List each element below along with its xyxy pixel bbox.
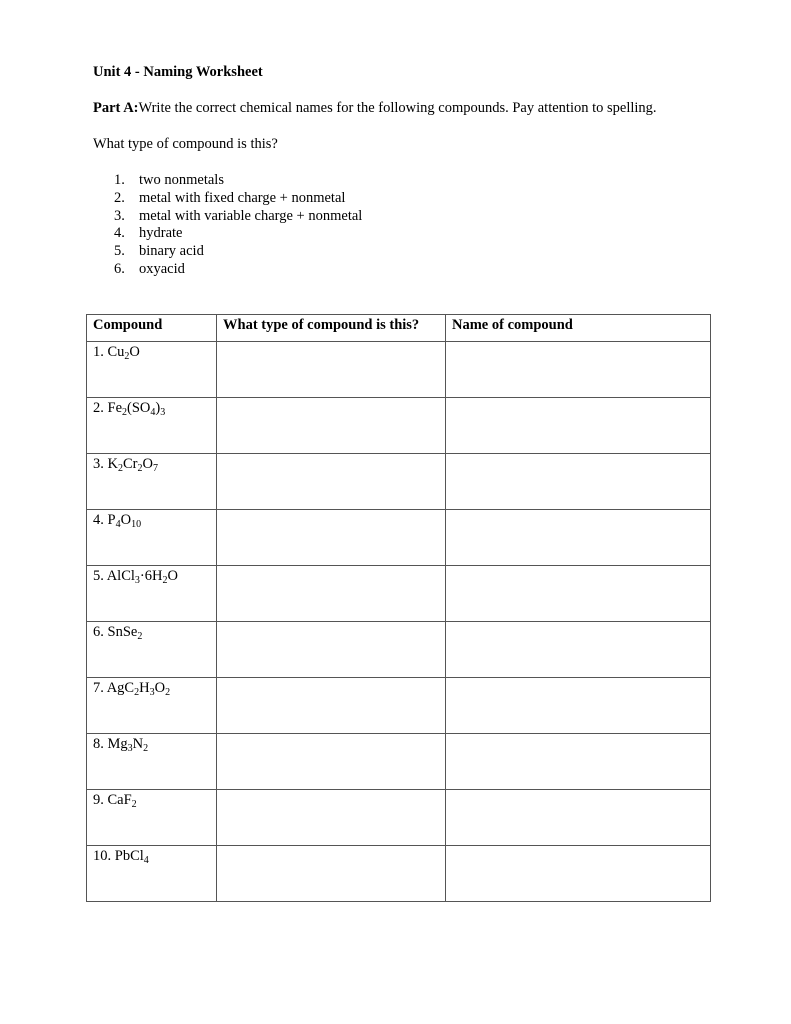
formula-subscript: 4	[143, 855, 149, 866]
formula-text: ·6H	[139, 568, 163, 584]
table-row	[87, 678, 711, 734]
formula-subscript: 2	[117, 463, 123, 474]
formula-text: 1. Cu	[93, 344, 125, 360]
formula-text: 5. AlCl	[93, 568, 135, 584]
compound-type-text: binary acid	[139, 243, 204, 260]
formula-text: O	[167, 568, 178, 584]
compound-type-text: oxyacid	[139, 260, 185, 277]
part-a-label: Part A:	[93, 100, 139, 116]
formula-subscript: 2	[122, 407, 127, 418]
table-header-row	[87, 315, 711, 342]
compound-type-question: What type of compound is this?	[93, 136, 278, 152]
compound-type-item	[114, 261, 362, 279]
formula-text: H	[139, 680, 150, 696]
formula-text: 7. AgC	[93, 680, 135, 696]
compound-type-answer-cell[interactable]	[217, 734, 446, 790]
formula-text: 4. P	[93, 512, 116, 528]
formula-text: O	[142, 456, 153, 472]
compound-type-list	[114, 172, 362, 279]
part-a-instruction	[93, 100, 657, 117]
compound-formula-cell	[87, 622, 217, 678]
compound-type-item	[114, 243, 362, 261]
compound-type-answer-cell[interactable]	[217, 566, 446, 622]
compound-formula-cell	[87, 678, 217, 734]
compound-type-item	[114, 208, 362, 226]
table-row	[87, 454, 711, 510]
table-row	[87, 398, 711, 454]
formula-subscript: 2	[162, 575, 168, 586]
header-compound: Compound	[87, 315, 217, 342]
formula-subscript: 3	[127, 743, 133, 754]
table-row	[87, 846, 711, 902]
compound-type-answer-cell[interactable]	[217, 398, 446, 454]
compound-type-number: 4.	[114, 225, 125, 242]
table-row	[87, 622, 711, 678]
compound-type-item	[114, 172, 362, 190]
compound-formula-cell	[87, 790, 217, 846]
compound-type-number: 6.	[114, 260, 125, 277]
compound-formula-cell	[87, 510, 217, 566]
formula-subscript: 3	[160, 407, 166, 418]
header-compound-name: Name of compound	[446, 315, 711, 342]
compound-type-number: 5.	[114, 243, 125, 260]
formula-subscript: 4	[150, 407, 156, 418]
formula-text: 10. PbCl	[93, 848, 144, 864]
compound-name-answer-cell[interactable]	[446, 846, 711, 902]
formula-text: 6. SnSe	[93, 624, 138, 640]
compound-type-text: hydrate	[139, 225, 183, 242]
naming-table	[86, 314, 711, 902]
compound-type-text: metal with fixed charge + nonmetal	[139, 189, 346, 206]
formula-subscript: 10	[131, 519, 142, 530]
formula-subscript: 2	[137, 631, 143, 642]
formula-text: (SO	[127, 400, 151, 416]
formula-subscript: 7	[152, 463, 158, 474]
compound-type-text: metal with variable charge + nonmetal	[139, 207, 363, 224]
compound-type-item	[114, 190, 362, 208]
compound-formula-cell	[87, 734, 217, 790]
compound-formula-cell	[87, 454, 217, 510]
formula-text: )	[155, 400, 161, 416]
compound-type-answer-cell[interactable]	[217, 678, 446, 734]
compound-type-number: 2.	[114, 189, 125, 206]
compound-name-answer-cell[interactable]	[446, 622, 711, 678]
table-row	[87, 510, 711, 566]
formula-text: O	[154, 680, 166, 696]
compound-name-answer-cell[interactable]	[446, 342, 711, 398]
formula-text: 2. Fe	[93, 400, 122, 416]
formula-text: O	[120, 512, 132, 528]
compound-name-answer-cell[interactable]	[446, 790, 711, 846]
compound-type-number: 1.	[114, 172, 125, 188]
compound-name-answer-cell[interactable]	[446, 734, 711, 790]
formula-subscript: 2	[165, 687, 171, 698]
compound-name-answer-cell[interactable]	[446, 566, 711, 622]
compound-formula-cell	[87, 398, 217, 454]
compound-type-answer-cell[interactable]	[217, 790, 446, 846]
compound-formula-cell	[87, 342, 217, 398]
formula-text: N	[132, 736, 144, 752]
compound-type-answer-cell[interactable]	[217, 510, 446, 566]
table-body	[87, 342, 711, 902]
compound-type-answer-cell[interactable]	[217, 622, 446, 678]
compound-name-answer-cell[interactable]	[446, 454, 711, 510]
table-row	[87, 734, 711, 790]
part-a-text: Write the correct chemical names for the following compounds. Pay attention to spelling.	[138, 100, 657, 116]
compound-type-text: two nonmetals	[139, 172, 224, 188]
table-row	[87, 342, 711, 398]
formula-subscript: 3	[134, 575, 140, 586]
table-row	[87, 790, 711, 846]
formula-subscript: 2	[124, 351, 130, 362]
table-row	[87, 566, 711, 622]
compound-formula-cell	[87, 846, 217, 902]
compound-type-number: 3.	[114, 207, 125, 224]
compound-formula-cell	[87, 566, 217, 622]
formula-subscript: 2	[131, 799, 137, 810]
compound-name-answer-cell[interactable]	[446, 510, 711, 566]
compound-name-answer-cell[interactable]	[446, 398, 711, 454]
compound-name-answer-cell[interactable]	[446, 678, 711, 734]
formula-subscript: 2	[143, 743, 149, 754]
compound-type-answer-cell[interactable]	[217, 454, 446, 510]
formula-text: 8. Mg	[93, 736, 128, 752]
formula-text: 9. CaF	[93, 792, 132, 808]
compound-type-answer-cell[interactable]	[217, 846, 446, 902]
compound-type-item	[114, 225, 362, 243]
formula-text: O	[129, 344, 140, 360]
formula-text: Cr	[122, 456, 138, 472]
formula-subscript: 2	[134, 687, 140, 698]
compound-type-answer-cell[interactable]	[217, 342, 446, 398]
formula-text: 3. K	[93, 456, 118, 472]
formula-subscript: 4	[115, 519, 121, 530]
header-compound-type: What type of compound is this?	[217, 315, 446, 342]
formula-subscript: 3	[149, 687, 155, 698]
worksheet-title: Unit 4 - Naming Worksheet	[93, 64, 263, 80]
formula-subscript: 2	[137, 463, 143, 474]
